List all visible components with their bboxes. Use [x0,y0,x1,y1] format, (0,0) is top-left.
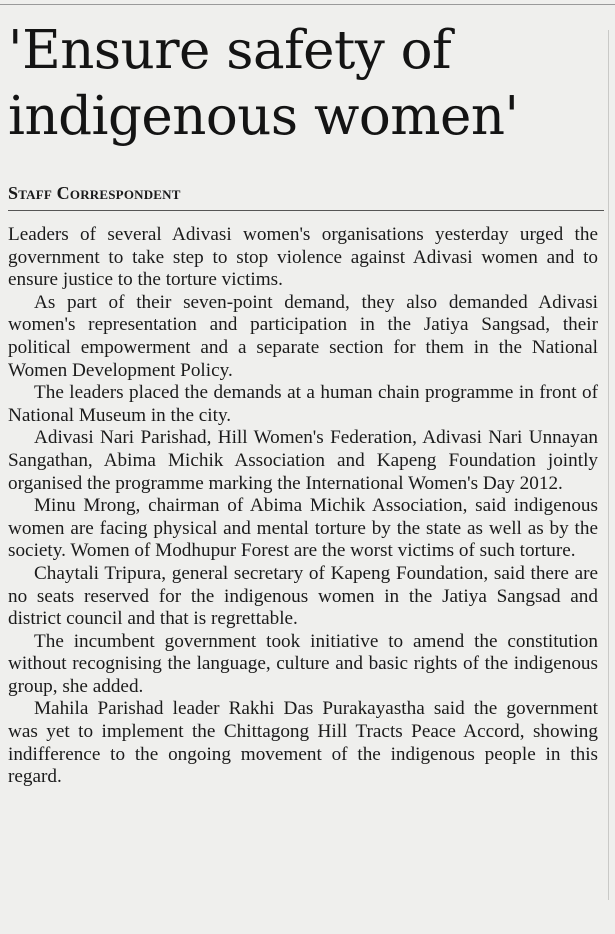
article-body [8,224,598,789]
byline-divider [8,210,604,211]
column-edge [608,30,609,900]
paragraph-2: As part of their seven-point demand, they also demanded Adivasi women's representation and participation in the Jatiya Sangsad, their political empowerment and a separate section for them in the National Women Development Policy. [8,291,598,381]
paragraph-7: The incumbent government took initiative to amend the constitution without recognising the language, culture and basic rights of the indigenous group, she added. [8,630,598,697]
paragraph-3: The leaders placed the demands at a human chain programme in front of National Museum in the city. [8,382,598,426]
paragraph-5: Minu Mrong, chairman of Abima Michik Association, said indigenous women are facing physical and mental torture by the state as well as by the society. Women of Modhupur Forest are the worst victims of such torture. [8,495,598,562]
paragraph-4: Adivasi Nari Parishad, Hill Women's Federation, Adivasi Nari Unnayan Sangathan, Abima Michik Association and Kapeng Foundation jointly organised the programme marking the International Women's Day 2012. [8,427,598,494]
paragraph-8: Mahila Parishad leader Rakhi Das Purakayastha said the government was yet to implement the Chittagong Hill Tracts Peace Accord, showing indifference to the ongoing movement of the indigenous people in this regard. [8,698,598,788]
headline: 'Ensure safety of indigenous women' [8,20,519,147]
paragraph-6: Chaytali Tripura, general secretary of Kapeng Foundation, said there are no seats reserved for the indigenous women in the Jatiya Sangsad and district council and that is regrettable. [8,562,598,630]
top-rule [0,4,615,5]
paragraph-1: Leaders of several Adivasi women's organisations yesterday urged the government to take step to stop violence against Adivasi women and to ensure justice to the torture victims. [8,224,598,291]
byline: Staff Correspondent [8,183,181,203]
